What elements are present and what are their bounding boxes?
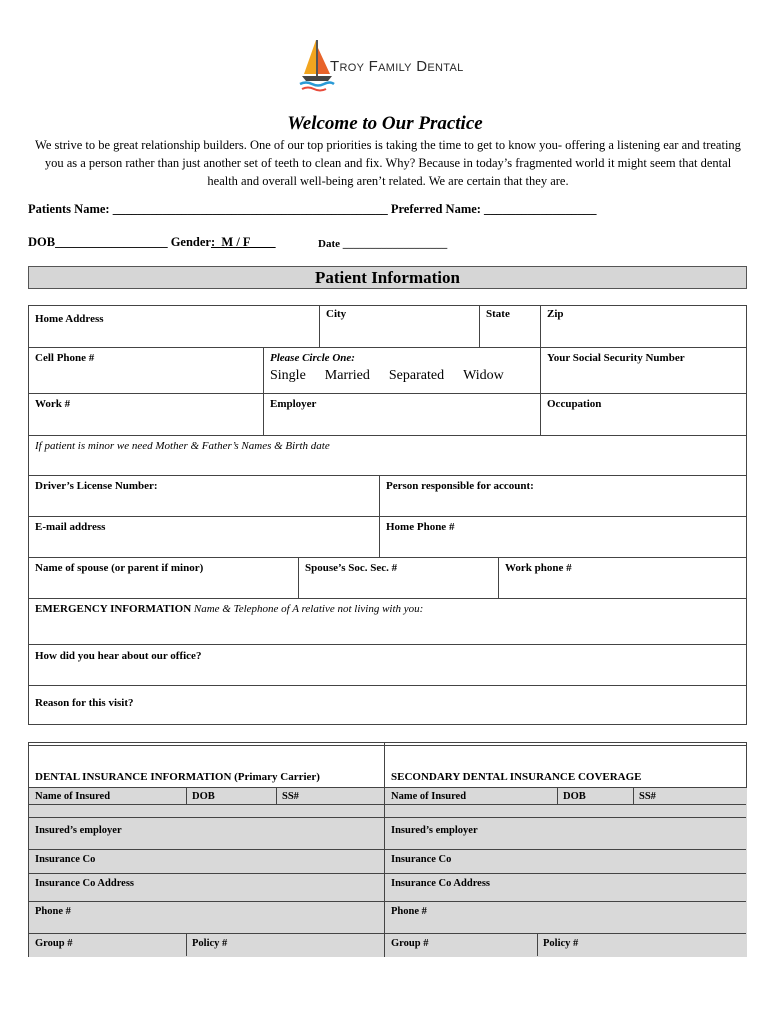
logo-text: Troy Family Dental <box>330 58 464 75</box>
ssn-field[interactable] <box>541 348 746 394</box>
ssn-label: Your Social Security Number <box>547 352 685 364</box>
marital-option-separated[interactable]: Separated <box>388 368 445 383</box>
home-address-field[interactable] <box>29 306 320 348</box>
emergency-field[interactable] <box>29 599 746 645</box>
emergency-label: EMERGENCY INFORMATION <box>35 603 192 615</box>
secondary-insurance-co[interactable]: Insurance Co <box>391 854 452 865</box>
email-field[interactable] <box>29 517 380 558</box>
secondary-insurance-header: SECONDARY DENTAL INSURANCE COVERAGE <box>391 771 642 783</box>
secondary-name-of-insured[interactable]: Name of Insured <box>391 791 467 802</box>
hear-about-field[interactable] <box>29 645 746 686</box>
primary-dob[interactable]: DOB <box>192 791 215 802</box>
marital-option-married[interactable]: Married <box>324 368 370 383</box>
spouse-ssn-field[interactable] <box>299 558 499 599</box>
drivers-license-label: Driver’s License Number: <box>35 480 158 492</box>
patient-info-grid <box>28 305 747 725</box>
primary-insured-employer[interactable]: Insured’s employer <box>35 825 122 836</box>
secondary-ss[interactable]: SS# <box>639 791 656 802</box>
reason-field[interactable] <box>29 686 746 724</box>
marital-option-single[interactable]: Single <box>270 368 306 383</box>
marital-status-field[interactable] <box>264 348 541 394</box>
page-title: Welcome to Our Practice <box>287 113 483 134</box>
primary-insurance-co[interactable]: Insurance Co <box>35 854 96 865</box>
state-field[interactable] <box>480 306 541 348</box>
gender-options[interactable]: : M / F____ <box>210 235 276 249</box>
work-label: Work # <box>35 398 71 410</box>
secondary-policy[interactable]: Policy # <box>543 938 579 949</box>
dob-gender-label: DOB__________________ Gender <box>28 235 211 249</box>
minor-note-label: If patient is minor we need Mother & Father’s Names & Birth date <box>35 440 330 452</box>
cell-phone-field[interactable] <box>29 348 264 394</box>
occupation-field[interactable] <box>541 394 746 436</box>
email-label: E-mail address <box>35 521 106 533</box>
primary-name-of-insured[interactable]: Name of Insured <box>35 791 111 802</box>
zip-label: Zip <box>547 308 564 320</box>
home-phone-field[interactable] <box>380 517 746 558</box>
dob-gender-line[interactable] <box>28 235 276 250</box>
city-field[interactable] <box>320 306 480 348</box>
primary-ss[interactable]: SS# <box>282 791 299 802</box>
cell-phone-label: Cell Phone # <box>35 352 95 364</box>
person-responsible-label: Person responsible for account: <box>386 480 534 492</box>
zip-field[interactable] <box>541 306 746 348</box>
section-title-patient-information: Patient Information <box>28 266 747 289</box>
marital-option-widow[interactable]: Widow <box>463 368 504 383</box>
employer-label: Employer <box>270 398 317 410</box>
spouse-ssn-label: Spouse’s Soc. Sec. # <box>305 562 398 574</box>
secondary-insured-employer[interactable]: Insured’s employer <box>391 825 478 836</box>
primary-insurance-body <box>29 787 384 957</box>
emergency-text: Name & Telephone of A relative not living with you: <box>191 603 424 615</box>
person-responsible-field[interactable] <box>380 476 746 517</box>
city-label: City <box>326 308 347 320</box>
primary-insurance-header: DENTAL INSURANCE INFORMATION (Primary Carrier) <box>35 771 320 783</box>
practice-logo <box>296 38 486 94</box>
intro-paragraph: We strive to be great relationship builders. One of our top priorities is taking the time to get to know you- offering a listening ear and treating you as a person rather than just another set of teeth to clean and fix. Why? Because in today’s fragmented world it might seem that dental health and overall well-being aren’t related. We are certain that they are. <box>35 138 741 188</box>
primary-group[interactable]: Group # <box>35 938 73 949</box>
occupation-label: Occupation <box>547 398 602 410</box>
secondary-insurance-co-address[interactable]: Insurance Co Address <box>391 878 490 889</box>
spouse-work-phone-field[interactable] <box>499 558 746 599</box>
secondary-group[interactable]: Group # <box>391 938 429 949</box>
state-label: State <box>486 308 510 320</box>
primary-policy[interactable]: Policy # <box>192 938 228 949</box>
please-circle-label: Please Circle One: <box>270 352 355 364</box>
hear-about-label: How did you hear about our office? <box>35 650 202 662</box>
spouse-name-label: Name of spouse (or parent if minor) <box>35 562 204 574</box>
secondary-insurance-body <box>385 787 747 957</box>
minor-parents-field[interactable] <box>29 436 746 476</box>
secondary-phone[interactable]: Phone # <box>391 906 427 917</box>
spouse-name-field[interactable] <box>29 558 299 599</box>
work-phone-label: Work phone # <box>505 562 572 574</box>
secondary-dob[interactable]: DOB <box>563 791 586 802</box>
home-phone-label: Home Phone # <box>386 521 455 533</box>
reason-label: Reason for this visit? <box>35 697 134 709</box>
marital-options <box>270 368 534 384</box>
home-address-label: Home Address <box>35 313 104 325</box>
primary-phone[interactable]: Phone # <box>35 906 71 917</box>
employer-field[interactable] <box>264 394 541 436</box>
date-label: Date ___________________ <box>318 238 448 250</box>
date-line[interactable] <box>318 236 447 251</box>
work-phone-field[interactable] <box>29 394 264 436</box>
insurance-grid <box>28 742 747 957</box>
drivers-license-field[interactable] <box>29 476 380 517</box>
primary-insurance-co-address[interactable]: Insurance Co Address <box>35 878 134 889</box>
patients-name-line[interactable]: Patients Name: ____________________________________________ Preferred Name: __________________ <box>28 202 597 216</box>
